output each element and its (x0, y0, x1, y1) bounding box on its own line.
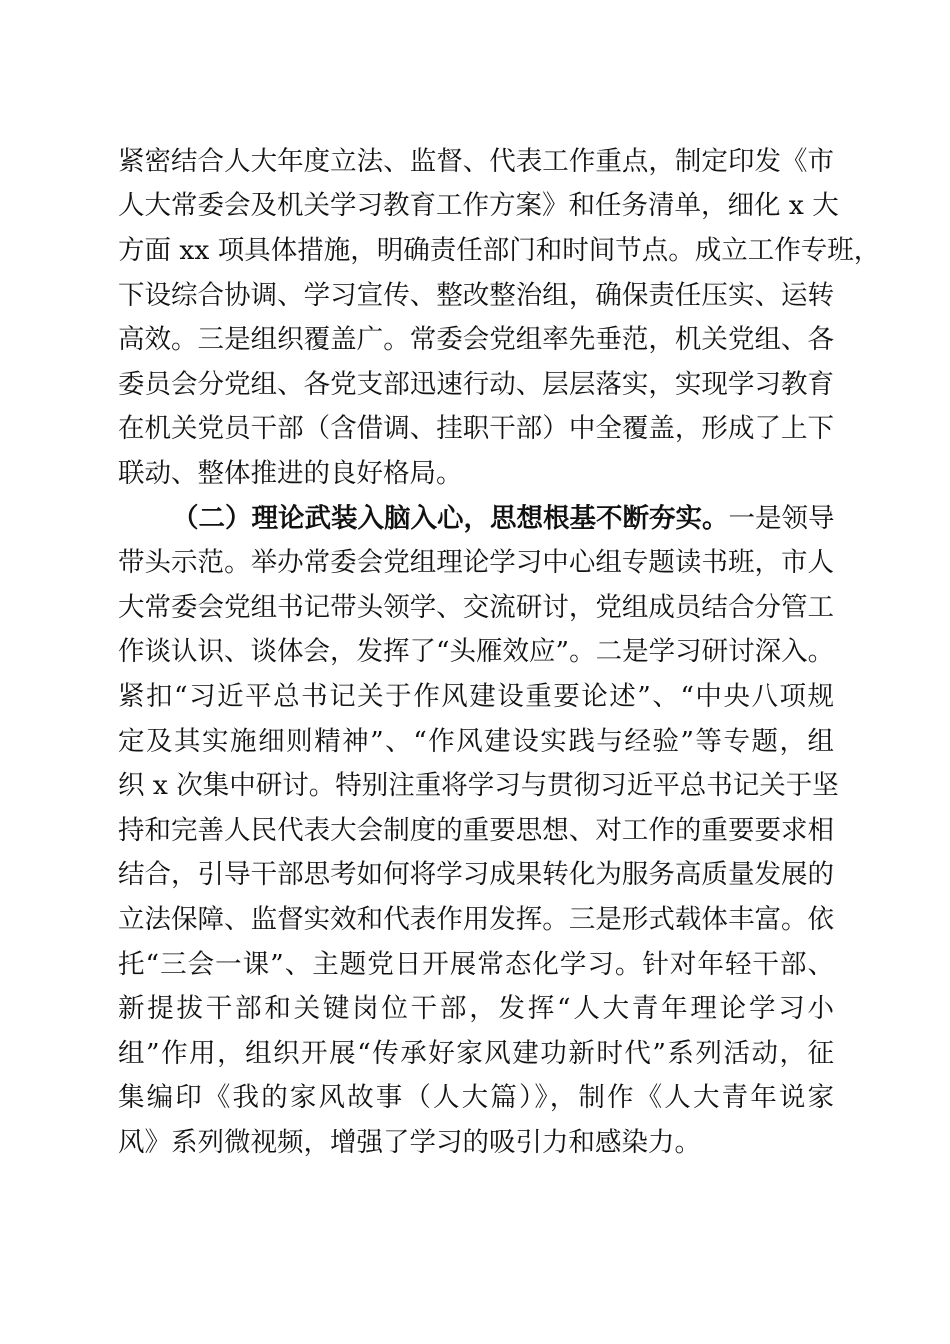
text-line: 定及其实施细则精神”、“作风建设实践与经验”等专题，组 (118, 726, 834, 757)
text-line: 高效。三是组织覆盖广。常委会党组率先垂范，机关党组、各 (118, 324, 834, 355)
text-line: 结合，引导干部思考如何将学习成果转化为服务高质量发展的 (118, 859, 834, 890)
text-line: 大常委会党组书记带头领学、交流研讨，党组成员结合分管工 (118, 592, 834, 623)
text-line: 人大常委会及机关学习教育工作方案》和任务清单，细化 x 大 (118, 190, 839, 221)
section-heading-line (172, 504, 834, 534)
text-line: 联动、整体推进的良好格局。 (118, 458, 463, 489)
text-line: 托“三会一课”、主题党日开展常态化学习。针对年轻干部、 (118, 949, 834, 980)
text-line: 紧密结合人大年度立法、监督、代表工作重点，制定印发《市 (118, 146, 834, 177)
text-line: 紧扣“习近平总书记关于作风建设重要论述”、“中央八项规 (118, 681, 834, 712)
heading-line-rest: 一是领导 (728, 503, 835, 534)
text-line: 下设综合协调、学习宣传、整改整治组，确保责任压实、运转 (118, 280, 834, 311)
text-line: 在机关党员干部（含借调、挂职干部）中全覆盖，形成了上下 (118, 413, 834, 444)
text-line: 方面 xx 项具体措施，明确责任部门和时间节点。成立工作专班， (118, 235, 881, 266)
text-line: 持和完善人民代表大会制度的重要思想、对工作的重要要求相 (118, 815, 834, 846)
text-line: 新提拔干部和关键岗位干部，发挥“人大青年理论学习小 (118, 993, 834, 1024)
text-line: 作谈认识、谈体会，发挥了“头雁效应”。二是学习研讨深入。 (118, 636, 835, 667)
text-line: 织 x 次集中研讨。特别注重将学习与贯彻习近平总书记关于坚 (118, 770, 839, 801)
text-line: 立法保障、监督实效和代表作用发挥。三是形式载体丰富。依 (118, 904, 834, 935)
text-line: 委员会分党组、各党支部迅速行动、层层落实，实现学习教育 (118, 369, 834, 400)
text-line: 风》系列微视频，增强了学习的吸引力和感染力。 (118, 1127, 701, 1158)
section-heading: （二）理论武装入脑入心，思想根基不断夯实。 (172, 503, 729, 534)
text-line: 带头示范。举办常委会党组理论学习中心组专题读书班，市人 (118, 547, 834, 578)
text-line: 集编印《我的家风故事（人大篇）》，制作《人大青年说家 (118, 1082, 834, 1113)
text-line: 组”作用，组织开展“传承好家风建功新时代”系列活动，征 (118, 1038, 834, 1069)
